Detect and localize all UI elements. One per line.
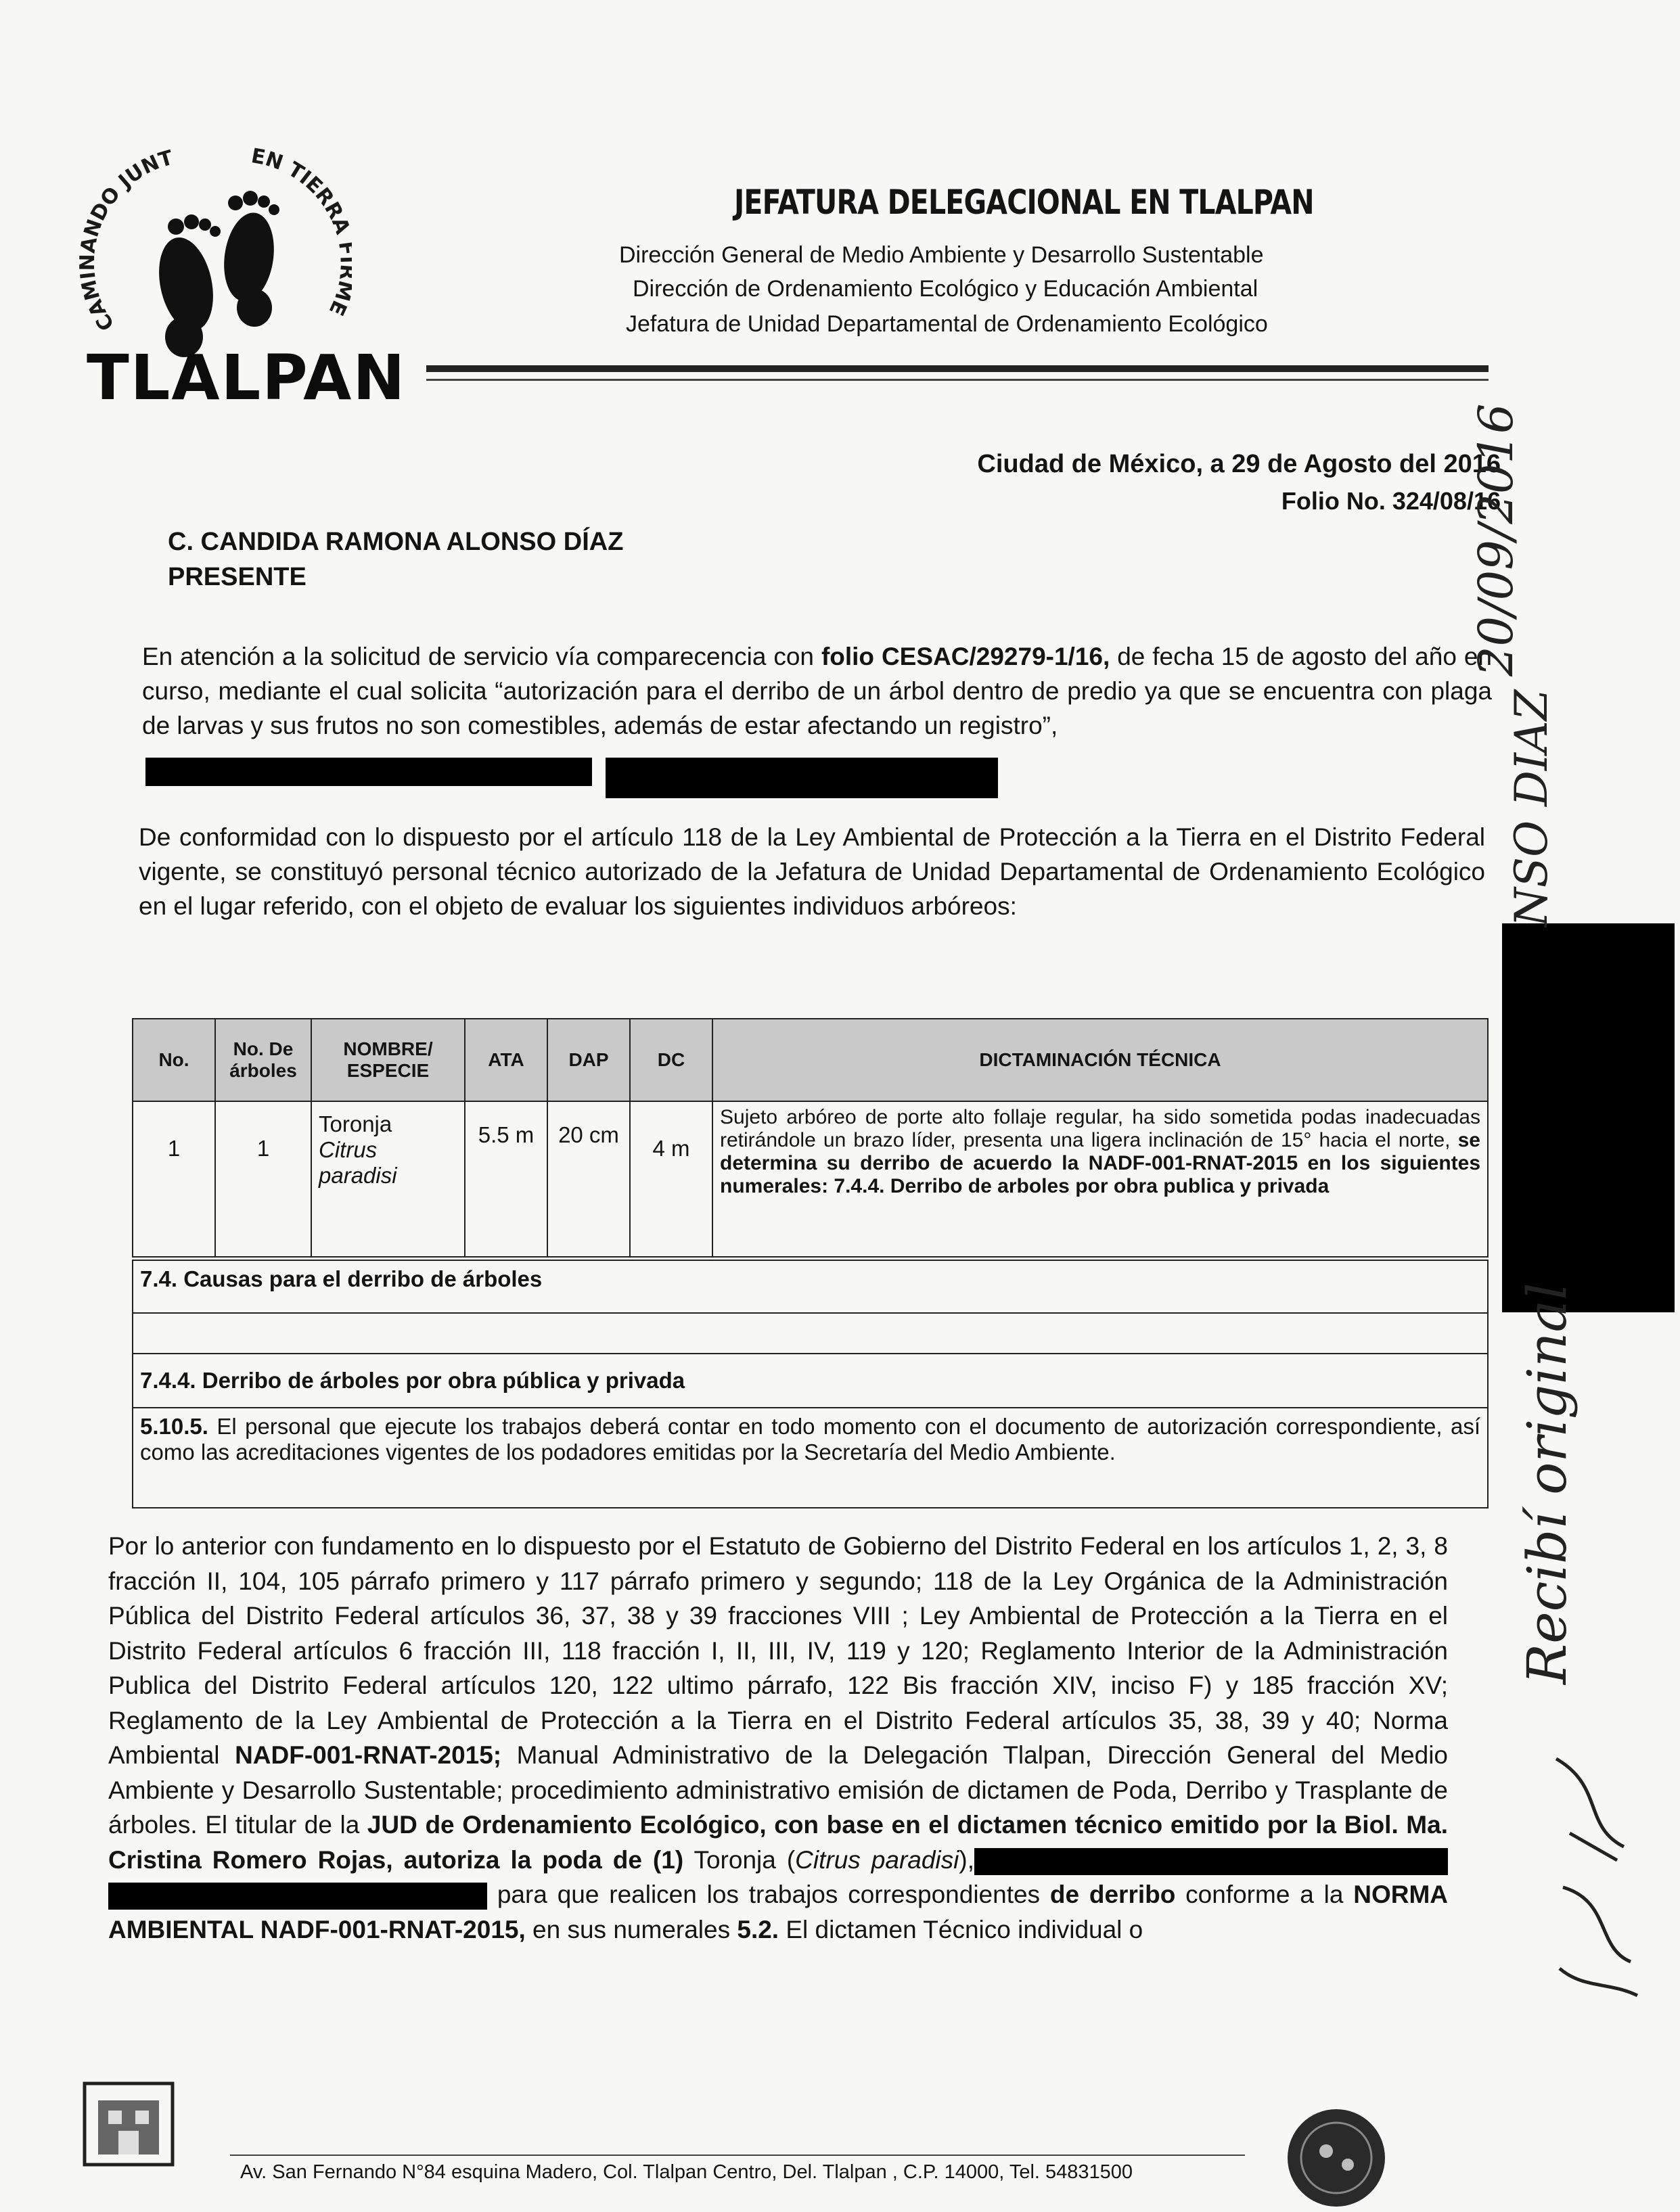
closing-paragraph [108, 1529, 1448, 1947]
intro-paragraph-2: De conformidad con lo dispuesto por el artículo 118 de la Ley Ambiental de Protección a la Tierra en el Distrito Federal vigente, se constituyó personal técnico autorizado de la Jefatura de Unidad Departamental de Ordenamiento Ecológico en el lugar referido, con el objeto de evaluar los siguientes individuos arbóreos: [139, 823, 1485, 920]
place-date: Ciudad de México, a 29 de Agosto del 2016 [977, 450, 1501, 478]
logo-wordmark: TLALPAN [87, 342, 407, 414]
closing-text-e: Toronja ( [683, 1845, 796, 1874]
table-row-numeral [132, 1407, 1489, 1508]
cell-nombre-common: Toronja [319, 1111, 392, 1136]
seal-icon [1286, 2107, 1387, 2209]
redaction-1 [145, 758, 592, 786]
closing-text-n: El dictamen Técnico individual o [779, 1915, 1143, 1943]
handwritten-date: 20/09/2016 [1468, 403, 1524, 676]
footer-seal [1286, 2107, 1387, 2209]
ring-text-right: EN TIERRA E [249, 144, 352, 319]
redaction-margin [1502, 923, 1675, 1312]
cell-dap: 20 cm [547, 1101, 630, 1257]
table-header-row [133, 1019, 1488, 1101]
handwritten-signature [1543, 1745, 1651, 2002]
intro-paragraph-1 [142, 639, 1492, 743]
intro-folio: folio CESAC/29279-1/16, [821, 643, 1110, 670]
header-rule-thin [426, 379, 1489, 381]
closing-text-h: para que realicen los trabajos correspondientes [487, 1881, 1050, 1908]
table-row-causas: 7.4. Causas para el derribo de árboles [132, 1260, 1489, 1314]
dictamen-bold: se determina su derribo de acuerdo la NADF-001-RNAT-2015 en los siguientes numerales: 7.4.4. Derribo de arboles por obra publica y privada [720, 1129, 1480, 1197]
table-row-derribo: 7.4.4. Derribo de árboles por obra pública y privada [132, 1353, 1489, 1408]
closing-text-l: en sus numerales [525, 1915, 737, 1943]
redaction-2 [606, 758, 998, 798]
closing-text-g: ), [959, 1845, 974, 1874]
handwritten-receipt: Recibí original [1516, 1283, 1579, 1684]
ring-text-left: CAMINANDO JUNT [76, 145, 176, 336]
header-title: JEFATURA DELEGACIONAL EN TLALPAN [734, 183, 1314, 222]
signature-icon [1543, 1745, 1651, 2002]
footer-coat-of-arms [81, 2080, 176, 2168]
closing-authorization: JUD de Ordenamiento Ecológico, con base en el dictamen técnico emitido por la Biol. Ma. Cristina Romero Rojas, autoriza la poda de (1) [108, 1811, 1448, 1874]
table-row-spacer [132, 1312, 1489, 1354]
header-rule [426, 365, 1489, 372]
intro-p1-text: En atención a la solicitud de servicio vía comparecencia con [142, 643, 821, 670]
redaction-inline-1 [974, 1848, 1448, 1875]
intro-p1-rest: de fecha 15 de agosto del año en curso, mediante el cual solicita “autorización para el derribo de un árbol dentro de predio ya que se encuentra con plaga de larvas y sus frutos no son comestibles, además de estar afectando un registro”, [142, 643, 1493, 739]
handwritten-name: NSO DIAZ [1505, 689, 1558, 927]
closing-text-j: conforme a la [1175, 1881, 1354, 1908]
th-dap: DAP [547, 1019, 630, 1101]
recipient-presente: PRESENTE [168, 563, 307, 591]
footer-rule [230, 2155, 1245, 2156]
th-nombre: NOMBRE/ ESPECIE [311, 1019, 465, 1101]
header-line-3: Jefatura de Unidad Departamental de Ordenamiento Ecológico [626, 311, 1268, 337]
coat-of-arms-icon [81, 2080, 176, 2168]
redaction-inline-2 [108, 1883, 487, 1910]
cell-dc: 4 m [630, 1101, 712, 1257]
cell-no: 1 [133, 1101, 215, 1257]
closing-norma: NADF-001-RNAT-2015; [235, 1741, 502, 1769]
numeral-text: El personal que ejecute los trabajos deberá contar en todo momento con el documento de autorización correspondiente, así como las acreditaciones vigentes de los podadores emitidas por la Secretaría del Medio Ambiente. [140, 1414, 1480, 1465]
closing-species: Citrus paradisi [795, 1845, 959, 1874]
cell-nombre-species: Citrus paradisi [319, 1137, 397, 1188]
closing-derribo: de derribo [1049, 1881, 1176, 1908]
closing-numeral: 5.2. [737, 1915, 779, 1943]
th-arboles: No. De árboles [215, 1019, 311, 1101]
th-dc: DC [630, 1019, 712, 1101]
evaluation-table [132, 1018, 1489, 1258]
closing-text-a: Por lo anterior con fundamento en lo dispuesto por el Estatuto de Gobierno del Distrito Federal en los artículos 1, 2, 3, 8 fracción II, 104, 105 párrafo primero y 117 párrafo primero y segundo; 118 de la Ley Orgánica de la Administración Pública del Distrito Federal artículos 36, 37, 38 y 39 fracciones VIII ; Ley Ambiental de Protección a la Tierra en el Distrito Federal artículos 6 fracción III, 118 fracción I, II, III, IV, 119 y 120; Reglamento Interior de la Administración Publica del Distrito Federal artículos 120, 122 ultimo párrafo, 122 Bis fracción XIV, inciso F) y 185 fracción XV; Reglamento de la Ley Ambiental de Protección a la Tierra en el Distrito Federal artículos 35, 38, 39 y 40; Norma Ambiental [108, 1532, 1448, 1769]
closing-text-c: Manual Administrativo de la Delegación Tlalpan, Dirección General del Medio Ambiente y Desarrollo Sustentable; procedimiento administrativo emisión de dictamen de Poda, Derribo y Trasplante de árboles. El titular de la [108, 1741, 1449, 1839]
th-no: No. [133, 1019, 215, 1101]
svg-text:CAMINANDO JUNTOS [68, 122, 176, 335]
th-ata: ATA [465, 1019, 547, 1101]
header-line-1: Dirección General de Medio Ambiente y Desarrollo Sustentable [619, 242, 1264, 268]
header-line-2: Dirección de Ordenamiento Ecológico y Educación Ambiental [633, 276, 1258, 302]
closing-norma-full: NORMA AMBIENTAL NADF-001-RNAT-2015, [108, 1881, 1448, 1943]
dictamen-text: Sujeto arbóreo de porte alto follaje regular, ha sido sometida podas inadecuadas retirándole un brazo líder, presenta una ligera inclinación de 15° hacia el norte, [720, 1106, 1480, 1151]
table-row [133, 1101, 1488, 1257]
numeral-id: 5.10.5. [140, 1414, 208, 1439]
th-dictaminacion: DICTAMINACIÓN TÉCNICA [712, 1019, 1488, 1101]
cell-arboles: 1 [215, 1101, 311, 1257]
folio-number: Folio No. 324/08/16 [1281, 487, 1501, 515]
cell-ata: 5.5 m [465, 1101, 547, 1257]
footer-address: Av. San Fernando N°84 esquina Madero, Col. Tlalpan Centro, Del. Tlalpan , C.P. 14000, Tel. 54831500 [240, 2161, 1133, 2183]
cell-dictaminacion [712, 1101, 1488, 1257]
cell-nombre [311, 1101, 465, 1257]
recipient-name: C. CANDIDA RAMONA ALONSO DÍAZ [168, 528, 624, 556]
